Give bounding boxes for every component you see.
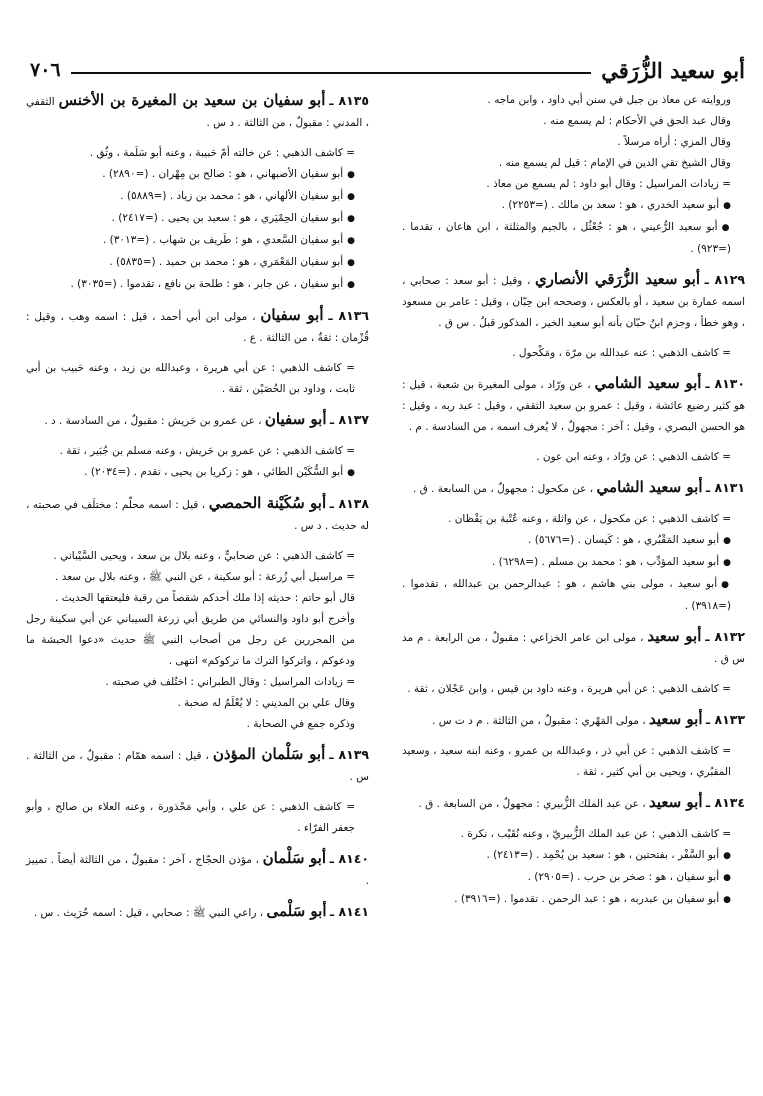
entry-text: ، مولى ابن أبي أحمد ، قيل : اسمه وهب ، وقيل : قُزْمان : ثقةٌ ، من الثالثة . ع .: [26, 311, 369, 344]
running-title: أبو سعيد الزُّرَقي: [601, 57, 745, 83]
note-line: = كاشف الذهبي : عن علي ، وأبي مَحْذورة ، وعنه العلاء بن صالح ، وأبو جعفر الفرّاء .: [26, 801, 355, 834]
biography-entry: [402, 709, 745, 732]
entry-text: ، قيل : اسمه محلّم : مختلَف في صحبته ، له حديث . د س .: [26, 499, 369, 532]
left-column: [26, 90, 369, 933]
header-rule: [71, 72, 592, 74]
note-line: = كاشف الذهبي : عن أبي ذر ، وعبدالله بن عمرو ، وعنه ابنه سعيد ، وسعيد المقبُري ، ويحيى بن أبي كثير ، ثقة .: [402, 745, 731, 778]
entry-number: ٨١٣٠ ـ: [705, 376, 746, 391]
entry-name: أبو سفيان: [264, 410, 327, 428]
entry-text: ، مولى ابن عامر الخزاعي : مقبولٌ ، من الرابعة . م مد س ق .: [402, 632, 745, 665]
entry-text: ، مؤذن الحجّاج ، آخر : مقبولٌ ، من الثالثة أيضاً . تمييز .: [26, 854, 369, 887]
entry-text: ، عن عمرو بن حَريش : مقبولٌ ، من السادسة . د .: [44, 415, 262, 427]
text-line: وقال علي بن المديني : لا يُعْلَمُ له صحبة .: [177, 697, 355, 709]
entry-name: أبو سعيد الزُّرَقي الأنصاري: [534, 270, 701, 288]
entry-name: أبو سُكَيْنة الحمصي: [208, 494, 327, 512]
text-line: وروايته عن معاذ بن جبل في سنن أبي داود ، وابن ماجه .: [487, 94, 731, 106]
entry-number: ٨١٤٠ ـ: [329, 851, 370, 866]
entry-name: أبو سعيد: [647, 627, 702, 645]
cross-reference-line: ● أبو سفيان الألهاني ، هو : محمد بن زياد . (=٥٨٨٩) .: [26, 186, 369, 208]
cross-reference-line: ● أبو سعيد ، مولى بني هاشم ، هو : عبدالرحمن بن عبدالله ، تقدموا . (=٣٩١٨) .: [402, 574, 745, 617]
note-line: = كاشف الذهبي : عن عبد الملك الزُّبيريّ ، وعنه نُقَيْب ، نكرة .: [460, 828, 731, 840]
entry-number: ٨١٣٨ ـ: [329, 496, 369, 511]
biography-entry: [402, 626, 745, 670]
entry-number: ٨١٤١ ـ: [329, 904, 369, 919]
note-line: = كاشف الذهبي : عن صحابيٍّ ، وعنه بلال بن سعد ، ويحيى السَّيْباني .: [53, 550, 355, 562]
entry-number: ٨١٢٩ ـ: [704, 272, 746, 287]
text-line: وذكره جمع في الصحابة .: [246, 718, 355, 730]
biography-entry: [26, 305, 369, 349]
entry-name: أبو سَلْمى: [266, 902, 327, 920]
entry-text: ، وقيل : أبو سعد : صحابي ، اسمه عمارة بن سعيد ، أو بالعكس ، وصححه ابن حِبّان ، وقيل : عامر بن مسعود ، وهو خطأ ، وجزم ابنُ حبّان بأنه أبو سعيد الخير ، المذكور قبلُ . س ق .: [402, 275, 745, 329]
biography-entry: [26, 744, 369, 788]
entry-name: أبو سعيد: [648, 793, 703, 811]
text-line: وقال الشيخ تقي الدين في الإمام : قيل لم يسمع منه .: [498, 157, 731, 169]
cross-reference-line: ● أبو سعيد المؤدِّب ، هو : محمد بن مسلم . (=٦٢٩٨) .: [402, 552, 745, 574]
entry-text: ، راعي النبي ﷺ : صحابي ، قيل : اسمه حُرَيث . س .: [33, 907, 264, 919]
note-line: = كاشف الذهبي : عن أبي هريرة ، وعنه داود بن قيس ، وابن عَجْلان ، ثقة .: [407, 683, 731, 695]
entry-text: ، مولى المَهْري : مقبولٌ ، من الثالثة . م د ت س .: [432, 715, 646, 727]
entry-name: أبو سَلْمان: [262, 849, 326, 867]
entry-text: ، قيل : اسمه همّام : مقبولٌ ، من الثالثة . س .: [26, 750, 369, 783]
entry-name: أبو سفيان بن سعيد بن المغيرة بن الأخنس: [58, 91, 326, 109]
entry-text: ، عن ورّاد ، مولى المغيرة بن شعبة ، قيل : هو كثير رضيع عائشة ، وقيل : عمرو بن سعيد الثقفي ، وقيل : عبد ربه ، وقيل : هو الحسن البصري ، وقيل : آخر : مجهولٌ ، لا يُعرف اسمه ، من السادسة . م .: [402, 379, 745, 433]
entry-number: ٨١٣١ ـ: [705, 480, 745, 495]
cross-reference-line: ● أبو سفيان السَّعدي ، هو : طَريف بن شهاب . (=٣٠١٣) .: [26, 230, 369, 252]
note-line: = كاشف الذهبي : عن عمرو بن حَريش ، وعنه مسلم بن جُبَير ، ثقة .: [59, 445, 355, 457]
entry-text: ، عن مكحول : مجهولٌ ، من السابعة . ق .: [412, 483, 594, 495]
entry-number: ٨١٣٢ ـ: [705, 629, 745, 644]
entry-number: ٨١٣٩ ـ: [329, 747, 370, 762]
entry-name: أبو سَلْمان المؤذن: [212, 745, 326, 763]
note-line: = مراسيل أبي زُرعة : أبو سكينة ، عن النبي ﷺ ، وعنه بلال بن سعد .: [55, 571, 355, 583]
note-line: = كاشف الذهبي : عن أبي هريرة ، وعبدالله بن زيد ، وعنه حَبيب بن أبي ثابت ، وداود بن الحُصَيْن ، ثقة .: [26, 362, 355, 395]
cross-reference-line: ● أبو سعيد الرُّعيني ، هو : جُعْثُل ، بالجيم والمثلثة ، ابن هاعان ، تقدما . (=٩٢٣) .: [402, 217, 745, 260]
text-line: وقال المزي : أراه مرسلاً .: [617, 136, 731, 148]
cross-reference-line: ● أبو سعيد الخدري ، هو : سعد بن مالك . (=٢٢٥٣) .: [402, 195, 745, 217]
entry-number: ٨١٣٧ ـ: [329, 412, 369, 427]
biography-entry: [26, 901, 369, 924]
cross-reference-line: ● أبو سفيان ، عن جابر ، هو : طلحة بن نافع ، تقدموا . (=٣٠٣٥) .: [26, 274, 369, 296]
entry-name: أبو سعيد: [648, 710, 703, 728]
text-line: وقال عبد الحق في الأحكام : لم يسمع منه .: [543, 115, 731, 127]
page-number: ٧٠٦: [30, 59, 61, 81]
biography-entry: [402, 477, 745, 500]
entry-text: الثقفي ، المدني : مقبولٌ ، من الثالثة . د س .: [26, 96, 369, 129]
entry-number: ٨١٣٦ ـ: [328, 308, 370, 323]
cross-reference-line: ● أبو سفيان الأصبهاني ، هو : صالح بن مِهْران . (=٢٨٩٠) .: [26, 164, 369, 186]
cross-reference-line: ● أبو سفيان بن عبدربه ، هو : عبد الرحمن . تقدموا . (=٣٩١٦) .: [402, 889, 745, 911]
cross-reference-line: ● أبو السُّكَيْن الطائي ، هو : زكريا بن يحيى ، تقدم . (=٢٠٣٤) .: [26, 462, 369, 484]
entry-text: ، عن عبد الملك الزُّبيري : مجهولٌ ، من السابعة . ق .: [418, 798, 646, 810]
entry-name: أبو سعيد الشامي: [596, 478, 703, 496]
biography-entry: [402, 792, 745, 815]
entry-name: أبو سعيد الشامي: [594, 374, 702, 392]
cross-reference-line: ● أبو سفيان الحِمْيَري ، هو : سعيد بن يحيى . (=٢٤١٧) .: [26, 208, 369, 230]
right-column: [402, 90, 745, 911]
entry-name: أبو سفيان: [260, 306, 324, 324]
biography-entry: [26, 409, 369, 432]
biography-entry: [26, 848, 369, 892]
note-line: = زيادات المراسيل : وقال الطبراني : اختُلف في صحبته .: [105, 676, 355, 688]
page-header: [30, 52, 745, 88]
entry-number: ٨١٣٣ ـ: [705, 712, 745, 727]
cross-reference-line: ● أبو سفيان ، هو : صخر بن حرب . (=٢٩٠٥) .: [402, 867, 745, 889]
note-line: = كاشف الذهبي : عنه عبدالله بن مرّة ، ومَكْحول .: [512, 347, 731, 359]
note-line: = كاشف الذهبي : عن ورّاد ، وعنه ابن عون .: [536, 451, 731, 463]
text-line: = زيادات المراسيل : وقال أبو داود : لم يسمع من معاذ .: [486, 178, 731, 190]
cross-reference-line: ● أبو سعيد المَقْبُري ، هو : كَيسان . (=٥٦٧٦) .: [402, 530, 745, 552]
biography-entry: [26, 493, 369, 537]
biography-entry: [402, 269, 745, 334]
note-line: = كاشف الذهبي : عن خالته أمّ حَبيبة ، وعنه أبو سَلَمة ، وثُق .: [89, 147, 355, 159]
cross-reference-line: ● أبو السَّفْر ، بفتحتين ، هو : سعيد بن يُحْمِد . (=٢٤١٣) .: [402, 845, 745, 867]
entry-number: ٨١٣٥ ـ: [329, 93, 369, 108]
text-line: قال أبو حاتم : حديثه إذا ملك أحدكم شقصاً من رقبة فليعتقها الحديث .: [55, 592, 355, 604]
cross-reference-line: ● أبو سفيان المَعْمَري ، هو : محمد بن حميد . (=٥٨٣٥) .: [26, 252, 369, 274]
text-line: وأخرج أبو داود والنسائي من طريق أبي زرعة السيباني عن أبي سكينة رجل من المحررين عن رجل من أصحاب النبي ﷺ حديث «دعوا الحبشة ما ودعوكم ، واتركوا الترك ما تركوكم» انتهى .: [26, 613, 355, 667]
note-line: = كاشف الذهبي : عن مكحول ، عن واثلة ، وعنه عُتْبة بن يَقْظان .: [448, 513, 731, 525]
biography-entry: [26, 90, 369, 134]
biography-entry: [402, 373, 745, 438]
entry-number: ٨١٣٤ ـ: [705, 795, 745, 810]
